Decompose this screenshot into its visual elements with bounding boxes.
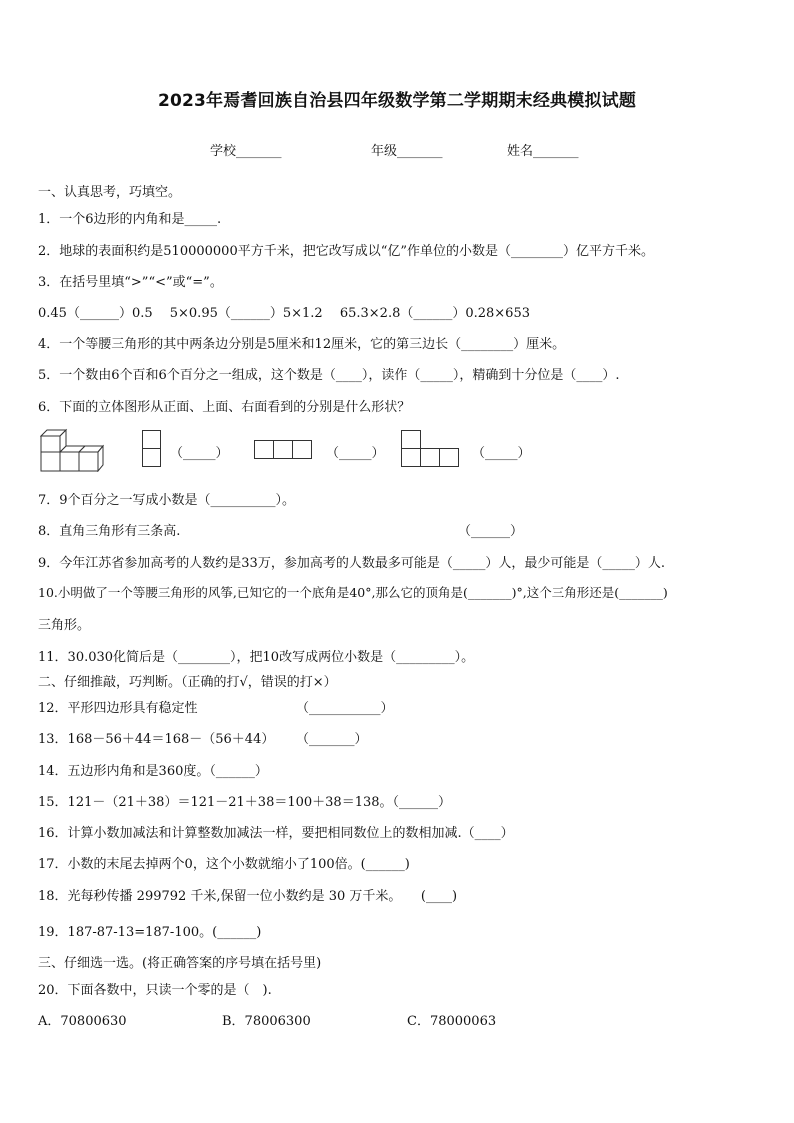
school-field: 学校_______ xyxy=(210,144,282,159)
name-field: 姓名_______ xyxy=(507,144,579,159)
question-1: 1．一个6边形的内角和是_____. xyxy=(38,212,222,227)
choice-c: C．78000063 xyxy=(407,1014,497,1029)
question-13: 13．168－56＋44＝168－（56＋44） xyxy=(38,732,275,747)
view-top-answer: （_____） xyxy=(326,446,385,461)
question-12-answer: （___________） xyxy=(296,701,394,716)
question-8: 8．直角三角形有三条高. xyxy=(38,524,181,539)
section-2-heading: 二、仔细推敲，巧判断。（正确的打√，错误的打×） xyxy=(38,675,337,690)
question-19: 19．187-87-13=187-100。(______) xyxy=(38,925,262,940)
view-right-answer: （_____） xyxy=(472,446,531,461)
question-13-answer: （_______） xyxy=(296,732,368,747)
view-front xyxy=(142,430,162,468)
question-10: 10.小明做了一个等腰三角形的风筝,已知它的一个底角是40°,那么它的顶角是(_______)°,这个三角形还是(_______) xyxy=(38,585,668,600)
question-2: 2．地球的表面积约是510000000平方千米，把它改写成以“亿”作单位的小数是（________）亿平方千米。 xyxy=(38,244,655,259)
view-front-answer: （_____） xyxy=(170,446,229,461)
question-4: 4．一个等腰三角形的其中两条边分别是5厘米和12厘米，它的第三边长（________）厘米。 xyxy=(38,337,566,352)
question-14: 14．五边形内角和是360度。（______） xyxy=(38,764,268,779)
page-title: 2023年焉耆回族自治县四年级数学第二学期期末经典模拟试题 xyxy=(157,91,637,111)
view-top xyxy=(254,440,312,460)
question-20: 20．下面各数中，只读一个零的是（ ). xyxy=(38,983,272,998)
question-5: 5．一个数由6个百和6个百分之一组成，这个数是（____），读作（_____），精确到十分位是（____）. xyxy=(38,368,620,383)
choice-b: B．78006300 xyxy=(222,1014,311,1029)
question-12: 12．平形四边形具有稳定性 xyxy=(38,701,198,716)
solid-figure xyxy=(40,428,104,472)
question-10-continued: 三角形。 xyxy=(38,618,91,633)
question-8-answer: （______） xyxy=(458,524,524,539)
grade-field: 年级_______ xyxy=(371,144,443,159)
choice-a: A．70800630 xyxy=(38,1014,127,1029)
question-3-items: 0.45（______）0.5 5×0.95（______）5×1.2 65.3×2.8（______）0.28×653 xyxy=(38,306,530,321)
section-1-heading: 一、认真思考，巧填空。 xyxy=(38,185,182,200)
question-16: 16．计算小数加减法和计算整数加减法一样，要把相同数位上的数相加减.（____） xyxy=(38,826,514,841)
section-3-heading: 三、仔细选一选。(将正确答案的序号填在括号里) xyxy=(38,956,322,971)
question-9: 9．今年江苏省参加高考的人数约是33万，参加高考的人数最多可能是（_____）人，最少可能是（_____）人. xyxy=(38,556,665,571)
question-17: 17．小数的末尾去掉两个0，这个小数就缩小了100倍。(______) xyxy=(38,857,410,872)
question-15: 15．121－（21＋38）＝121－21＋38＝100＋38＝138。（______） xyxy=(38,795,452,810)
question-7: 7．9个百分之一写成小数是（__________）。 xyxy=(38,493,296,508)
question-11: 11．30.030化简后是（________），把10改写成两位小数是（_________）。 xyxy=(38,650,475,665)
view-right xyxy=(401,430,459,468)
question-18: 18．光每秒传播 299792 千米,保留一位小数约是 30 万千米。 (____) xyxy=(38,889,458,904)
question-3: 3．在括号里填“>”“<”或“=”。 xyxy=(38,275,223,290)
question-6: 6．下面的立体图形从正面、上面、右面看到的分别是什么形状？ xyxy=(38,400,411,415)
